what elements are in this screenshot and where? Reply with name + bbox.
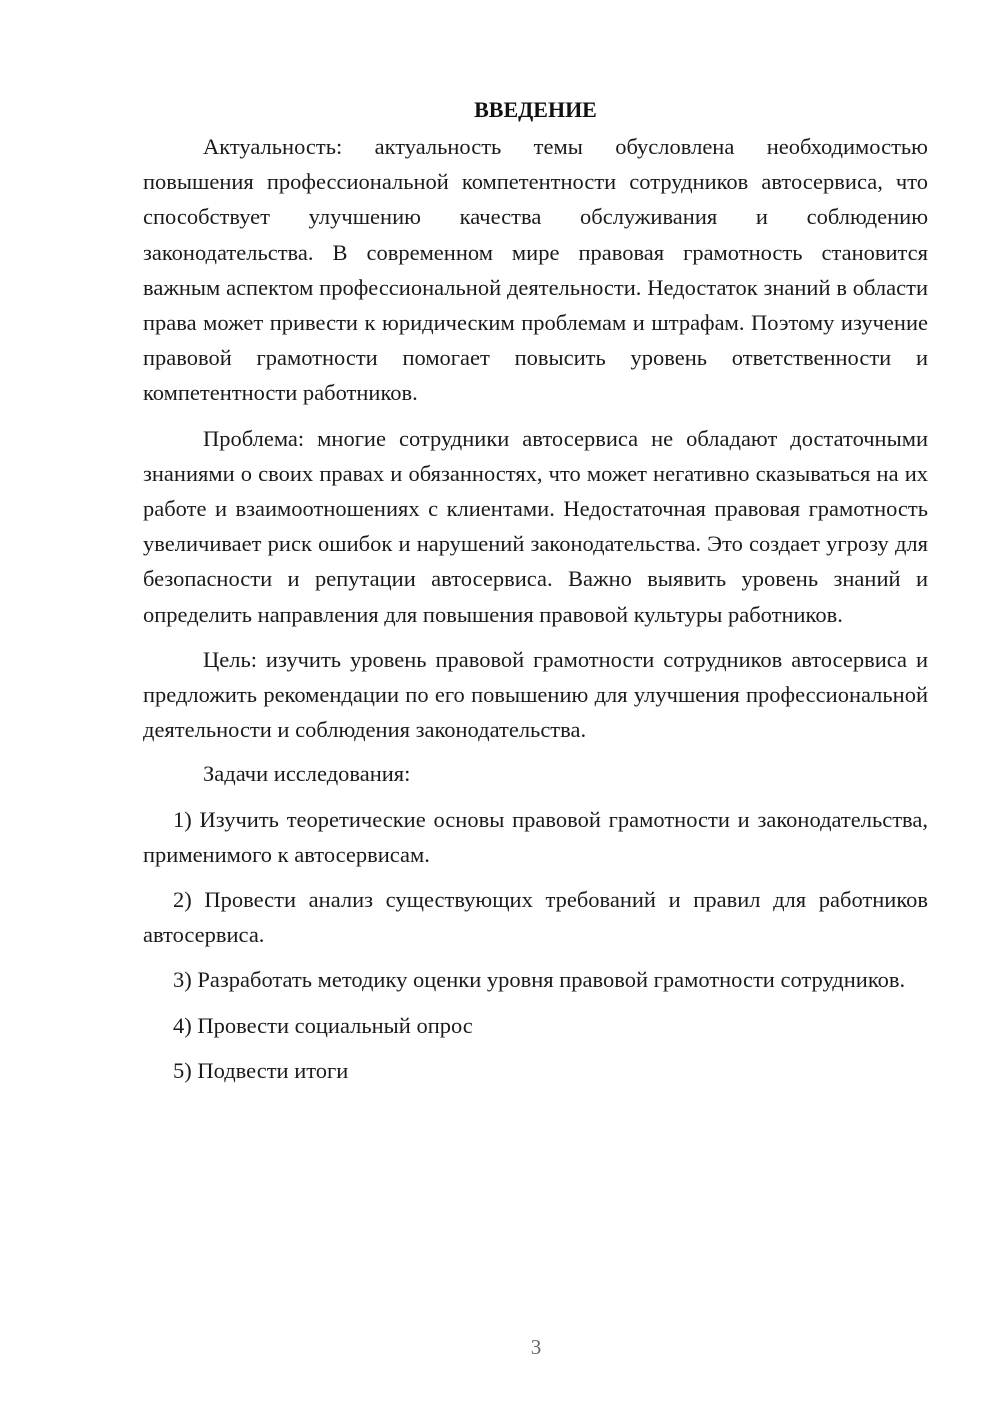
task-item-5: 5) Подвести итоги	[173, 1057, 349, 1083]
task-item-1: 1) Изучить теоретические основы правовой грамотности и законодательства, применимого к автосервисам.	[143, 806, 928, 867]
paragraph-relevance: Актуальность: актуальность темы обусловлена необходимостью повышения профессиональной компетентности сотрудников автосервиса, что способствует улучшению качества обслуживания и соблюдению законодательства. В современном мире правовая грамотность становится важным аспектом профессиональной деятельности. Недостаток знаний в области права может привести к юридическим проблемам и штрафам. Поэтому изучение правовой грамотности помогает повысить уровень ответственности и компетентности работников.	[143, 134, 928, 406]
page-content	[143, 92, 928, 1088]
paragraph-problem: Проблема: многие сотрудники автосервиса не обладают достаточными знаниями о своих правах и обязанностях, что может негативно сказываться на их работе и взаимоотношениях с клиентами. Недостаточная правовая грамотность увеличивает риск ошибок и нарушений законодательства. Это создает угрозу для безопасности и репутации автосервиса. Важно выявить уровень знаний и определить направления для повышения правовой культуры работников.	[143, 425, 928, 627]
task-item-2: 2) Провести анализ существующих требований и правил для работников автосервиса.	[143, 887, 928, 948]
task-item-3: 3) Разработать методику оценки уровня правовой грамотности сотрудников.	[173, 967, 906, 993]
paragraph-goal: Цель: изучить уровень правовой грамотности сотрудников автосервиса и предложить рекомендации по его повышению для улучшения профессиональной деятельности и соблюдения законодательства.	[143, 646, 928, 743]
page-number: 3	[530, 1335, 542, 1359]
section-heading: ВВЕДЕНИЕ	[474, 97, 597, 122]
tasks-title: Задачи исследования:	[203, 761, 411, 787]
task-item-4: 4) Провести социальный опрос	[173, 1012, 473, 1038]
